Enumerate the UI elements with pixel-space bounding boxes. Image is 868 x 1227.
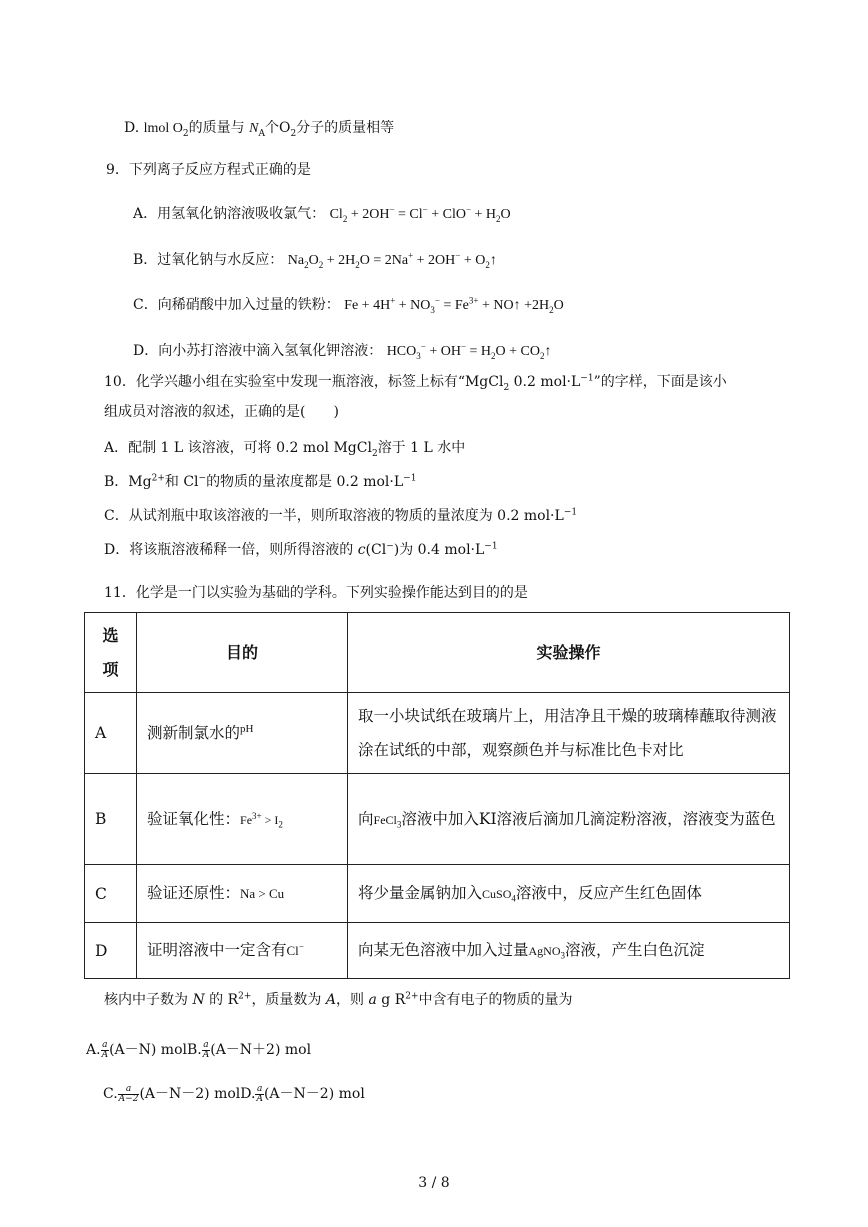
header-operation: 实验操作: [348, 613, 790, 693]
q9-option-d: D．向小苏打溶液中滴入氢氧化钾溶液： $HCO_3^- + OH^- = H_2O$ + $CO_2↑$: [133, 341, 552, 361]
row-operation: 取一小块试纸在玻璃片上，用洁净且干燥的玻璃棒蘸取待测液涂在试纸的中部，观察颜色并与标准比色卡对比: [348, 693, 790, 774]
row-goal: 验证氧化性：$Fe^{3+} > I_2$: [137, 774, 348, 865]
row-goal: 验证还原性：Na > Cu: [137, 865, 348, 923]
q9-option-a: A．用氢氧化钠溶液吸收氯气： $Cl_2 + 2OH^- = Cl^- + ClO^- + H_2O$: [133, 204, 511, 224]
table-row: [85, 865, 790, 923]
row-operation: 将少量金属钠加入CuSO$_4$溶液中，反应产生红色固体: [348, 865, 790, 923]
q10-stem-line1: 10．化学兴趣小组在实验室中发现一瓶溶液，标签上标有“MgCl$_2$ 0.2 $mol\cdot L^{-1}$”的字样，下面是该小: [104, 373, 727, 393]
q9-stem: 9．下列离子反应方程式正确的是: [106, 162, 311, 178]
q8-option-d: D. lmol $O_2$的质量与 $N_A$个$O_2$分子的质量相等: [124, 120, 395, 139]
q12-stem: 核内中子数为 N 的 $R^{2+}$，质量数为 A，则 a g $R^{2+}$中含有电子的物质的量为: [104, 991, 573, 1008]
row-option: D: [85, 923, 137, 979]
q12-options-cd: C. $\frac{a}{A-2}$ (A－N－2) molD. $\frac{a}{A}$ (A－N－2) mol: [103, 1083, 365, 1104]
page-number: 3 / 8: [418, 1175, 450, 1191]
experiment-table: [84, 612, 790, 979]
table-row: [85, 693, 790, 774]
q11-stem: 11．化学是一门以实验为基础的学科。下列实验操作能达到目的的是: [104, 585, 528, 601]
row-option: B: [85, 774, 137, 865]
row-option: A: [85, 693, 137, 774]
q10-stem-line2: 组成员对溶液的叙述，正确的是( ): [104, 404, 339, 420]
row-goal: 证明溶液中一定含有Cl−: [137, 923, 348, 979]
q9-option-c: C．向稀硝酸中加入过量的铁粉： $Fe + 4H^+ + NO_3^- = Fe^{3+}$ + NO↑ $+2H_2O$: [133, 295, 564, 315]
q9-option-b: B．过氧化钠与水反应： $Na_2O_2 + 2H_2O = 2Na^+ + 2OH^-$ + $O_2↑$: [133, 250, 497, 270]
header-option: 选 项: [85, 613, 137, 693]
row-operation: 向某无色溶液中加入过量AgNO$_3$溶液，产生白色沉淀: [348, 923, 790, 979]
row-operation: 向FeCl$_3$溶液中加入KI溶液后滴加几滴淀粉溶液，溶液变为蓝色: [348, 774, 790, 865]
q10-option-d: D．将该瓶溶液稀释一倍，则所得溶液的 c(Cl−)为 0.4 $mol\cdot L^{-1}$: [104, 541, 498, 558]
q10-option-c: C．从试剂瓶中取该溶液的一半，则所取溶液的物质的量浓度为 0.2 $mol\cdot L^{-1}$: [104, 507, 578, 524]
header-goal: 目的: [137, 613, 348, 693]
q10-option-b: B．$Mg^{2+}$和 Cl−的物质的量浓度都是 0.2 $mol\cdot L^{-1}$: [104, 473, 417, 490]
row-option: C: [85, 865, 137, 923]
table-row: [85, 774, 790, 865]
table-header-row: [85, 613, 790, 693]
table-row: [85, 923, 790, 979]
row-goal: 测新制氯水的$^{pH}$: [137, 693, 348, 774]
q10-option-a: A．配制 1 L 该溶液，可将 0.2 mol MgCl$_2$溶于 1 L 水中: [104, 440, 466, 459]
q12-options-ab: A. $\frac{a}{A}$ (A－N) molB. $\frac{a}{A}$ (A－N＋2) mol: [86, 1039, 312, 1060]
